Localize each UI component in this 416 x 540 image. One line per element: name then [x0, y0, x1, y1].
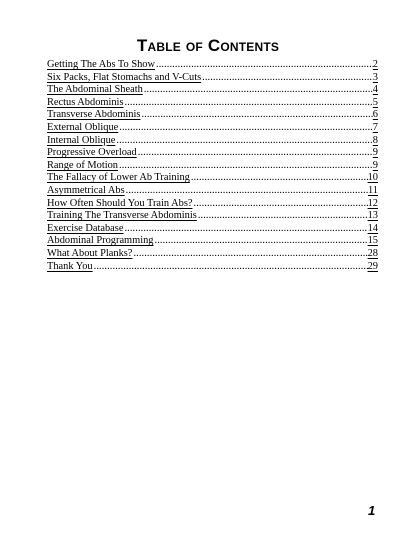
toc-entry-page[interactable]: 15	[367, 235, 378, 247]
toc-entry-title[interactable]: Training The Transverse Abdominis	[47, 210, 197, 222]
toc-entry[interactable]	[47, 84, 378, 97]
toc-entry[interactable]	[47, 185, 378, 198]
dot-leader	[155, 235, 368, 248]
toc-entry-page[interactable]: 12	[367, 197, 378, 209]
toc-entry-page[interactable]: 10	[367, 172, 378, 184]
dot-leader	[133, 248, 367, 261]
dot-leader	[119, 122, 373, 135]
toc-entry-title[interactable]: External Oblique	[47, 121, 119, 133]
toc-entry-title[interactable]: Abdominal Programming	[47, 235, 154, 247]
dot-leader	[138, 147, 373, 160]
toc-entry[interactable]	[47, 59, 378, 72]
toc-entry-page[interactable]: 29	[367, 260, 378, 272]
toc-entry-page[interactable]: 6	[372, 109, 378, 121]
toc-entry-page[interactable]: 13	[367, 210, 378, 222]
toc-entry-page[interactable]: 4	[372, 84, 378, 96]
toc-entry[interactable]	[47, 198, 378, 211]
dot-leader	[124, 223, 367, 236]
dot-leader	[125, 97, 373, 110]
toc-entry-page[interactable]: 5	[372, 96, 378, 108]
toc-entry-title[interactable]: Transverse Abdominis	[47, 109, 141, 121]
toc-entry-title[interactable]: Six Packs, Flat Stomachs and V-Cuts	[47, 71, 202, 83]
toc-entry-page[interactable]: 28	[367, 247, 378, 259]
toc-entry-title[interactable]: Internal Oblique	[47, 134, 116, 146]
toc-entry-title[interactable]: How Often Should You Train Abs?	[47, 197, 193, 209]
toc-entry-title[interactable]: Rectus Abdominis	[47, 96, 124, 108]
dot-leader	[119, 160, 373, 173]
dot-leader	[202, 72, 373, 85]
toc-entry-page[interactable]: 9	[372, 147, 378, 159]
toc-entry-page[interactable]: 9	[372, 159, 378, 171]
toc-entry-page[interactable]: 3	[372, 71, 378, 83]
toc-entry-page[interactable]: 11	[367, 184, 378, 196]
toc-entry[interactable]	[47, 172, 378, 185]
dot-leader	[156, 59, 373, 72]
toc-entry[interactable]	[47, 210, 378, 223]
toc-entry[interactable]	[47, 261, 378, 274]
toc-entry-page[interactable]: 7	[372, 121, 378, 133]
toc-entry-title[interactable]: Getting The Abs To Show	[47, 59, 155, 70]
toc-entry-page[interactable]: 2	[372, 59, 378, 70]
toc-entry[interactable]	[47, 147, 378, 160]
toc-entry[interactable]	[47, 135, 378, 148]
toc-entry[interactable]	[47, 97, 378, 110]
toc-entry[interactable]	[47, 223, 378, 236]
dot-leader	[198, 210, 368, 223]
dot-leader	[191, 172, 368, 185]
dot-leader	[194, 198, 368, 211]
toc-entry-title[interactable]: The Abdominal Sheath	[47, 84, 143, 96]
toc-entry-title[interactable]: The Fallacy of Lower Ab Training	[47, 172, 190, 184]
dot-leader	[141, 109, 372, 122]
dot-leader	[126, 185, 368, 198]
toc-entry-title[interactable]: Thank You	[47, 260, 93, 272]
toc-entry-page[interactable]: 8	[372, 134, 378, 146]
toc-entry-title[interactable]: Asymmetrical Abs	[47, 184, 125, 196]
table-of-contents	[47, 59, 378, 273]
toc-entry[interactable]	[47, 122, 378, 135]
toc-entry-title[interactable]: What About Planks?	[47, 247, 133, 259]
toc-entry-title[interactable]: Range of Motion	[47, 159, 118, 171]
toc-entry-page[interactable]: 14	[367, 222, 378, 234]
toc-entry[interactable]	[47, 109, 378, 122]
toc-entry[interactable]	[47, 160, 378, 173]
toc-entry-title[interactable]: Progressive Overload	[47, 147, 137, 159]
dot-leader	[116, 135, 372, 148]
dot-leader	[144, 84, 373, 97]
page-title: Table of Contents	[136, 36, 280, 55]
toc-entry[interactable]	[47, 72, 378, 85]
dot-leader	[94, 261, 368, 274]
page-number: 1	[368, 503, 376, 518]
toc-entry[interactable]	[47, 235, 378, 248]
toc-entry[interactable]	[47, 248, 378, 261]
toc-entry-title[interactable]: Exercise Database	[47, 222, 124, 234]
